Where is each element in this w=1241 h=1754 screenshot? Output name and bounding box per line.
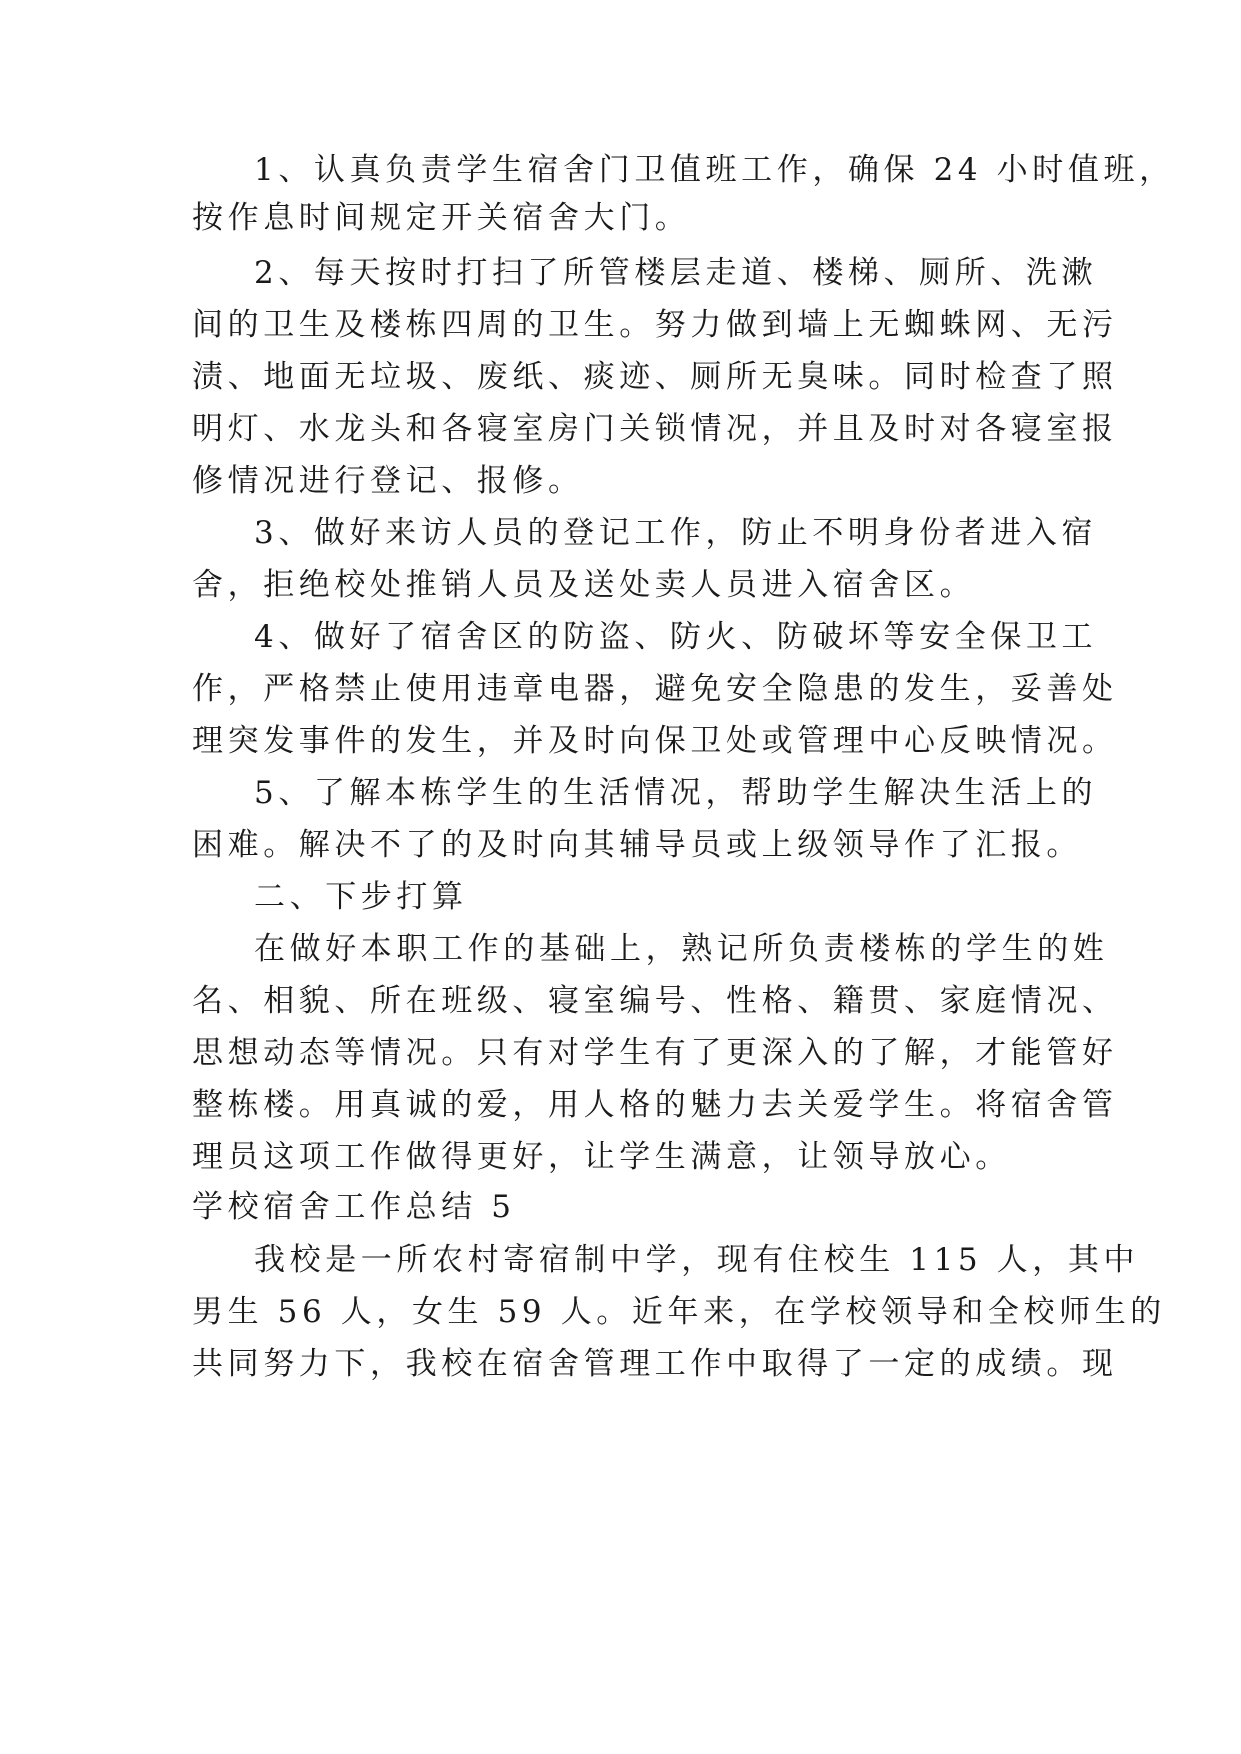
item-3-line-1: 3、做好来访人员的登记工作，防止不明身份者进入宿 <box>254 515 1098 551</box>
summary-intro-line-3: 共同努力下，我校在宿舍管理工作中取得了一定的成绩。现 <box>192 1346 1118 1382</box>
plan-line-1: 在做好本职工作的基础上，熟记所负责楼栋的学生的姓 <box>254 931 1109 967</box>
plan-line-4: 整栋楼。用真诚的爱，用人格的魅力去关爱学生。将宿舍管 <box>192 1087 1118 1123</box>
item-2-line-3: 渍、地面无垃圾、废纸、痰迹、厕所无臭味。同时检查了照 <box>192 359 1118 395</box>
summary-title: 学校宿舍工作总结 5 <box>192 1189 516 1225</box>
plan-line-3: 思想动态等情况。只有对学生有了更深入的了解，才能管好 <box>192 1035 1118 1071</box>
item-5-line-2: 困难。解决不了的及时向其辅导员或上级领导作了汇报。 <box>192 827 1082 863</box>
item-1-line-2: 按作息时间规定开关宿舍大门。 <box>192 200 691 236</box>
item-4-line-2: 作，严格禁止使用违章电器，避免安全隐患的发生，妥善处 <box>192 671 1118 707</box>
item-2-line-1: 2、每天按时打扫了所管楼层走道、楼梯、厕所、洗漱 <box>254 255 1098 291</box>
item-4-line-3: 理突发事件的发生，并及时向保卫处或管理中心反映情况。 <box>192 723 1118 759</box>
item-5-line-1: 5、了解本栋学生的生活情况，帮助学生解决生活上的 <box>254 775 1098 811</box>
section-heading: 二、下步打算 <box>254 879 468 915</box>
item-3-line-2: 舍，拒绝校处推销人员及送处卖人员进入宿舍区。 <box>192 567 976 603</box>
item-2-line-4: 明灯、水龙头和各寝室房门关锁情况，并且及时对各寝室报 <box>192 411 1118 447</box>
plan-line-2: 名、相貌、所在班级、寝室编号、性格、籍贯、家庭情况、 <box>192 983 1118 1019</box>
item-1-line-1: 1、认真负责学生宿舍门卫值班工作，确保 24 小时值班， <box>254 152 1175 188</box>
plan-line-5: 理员这项工作做得更好，让学生满意，让领导放心。 <box>192 1139 1011 1175</box>
item-4-line-1: 4、做好了宿舍区的防盗、防火、防破坏等安全保卫工 <box>254 619 1098 655</box>
item-2-line-2: 间的卫生及楼栋四周的卫生。努力做到墙上无蜘蛛网、无污 <box>192 307 1118 343</box>
summary-intro-line-1: 我校是一所农村寄宿制中学，现有住校生 115 人，其中 <box>254 1242 1140 1278</box>
summary-intro-line-2: 男生 56 人，女生 59 人。近年来，在学校领导和全校师生的 <box>192 1294 1166 1330</box>
item-2-line-5: 修情况进行登记、报修。 <box>192 463 584 499</box>
